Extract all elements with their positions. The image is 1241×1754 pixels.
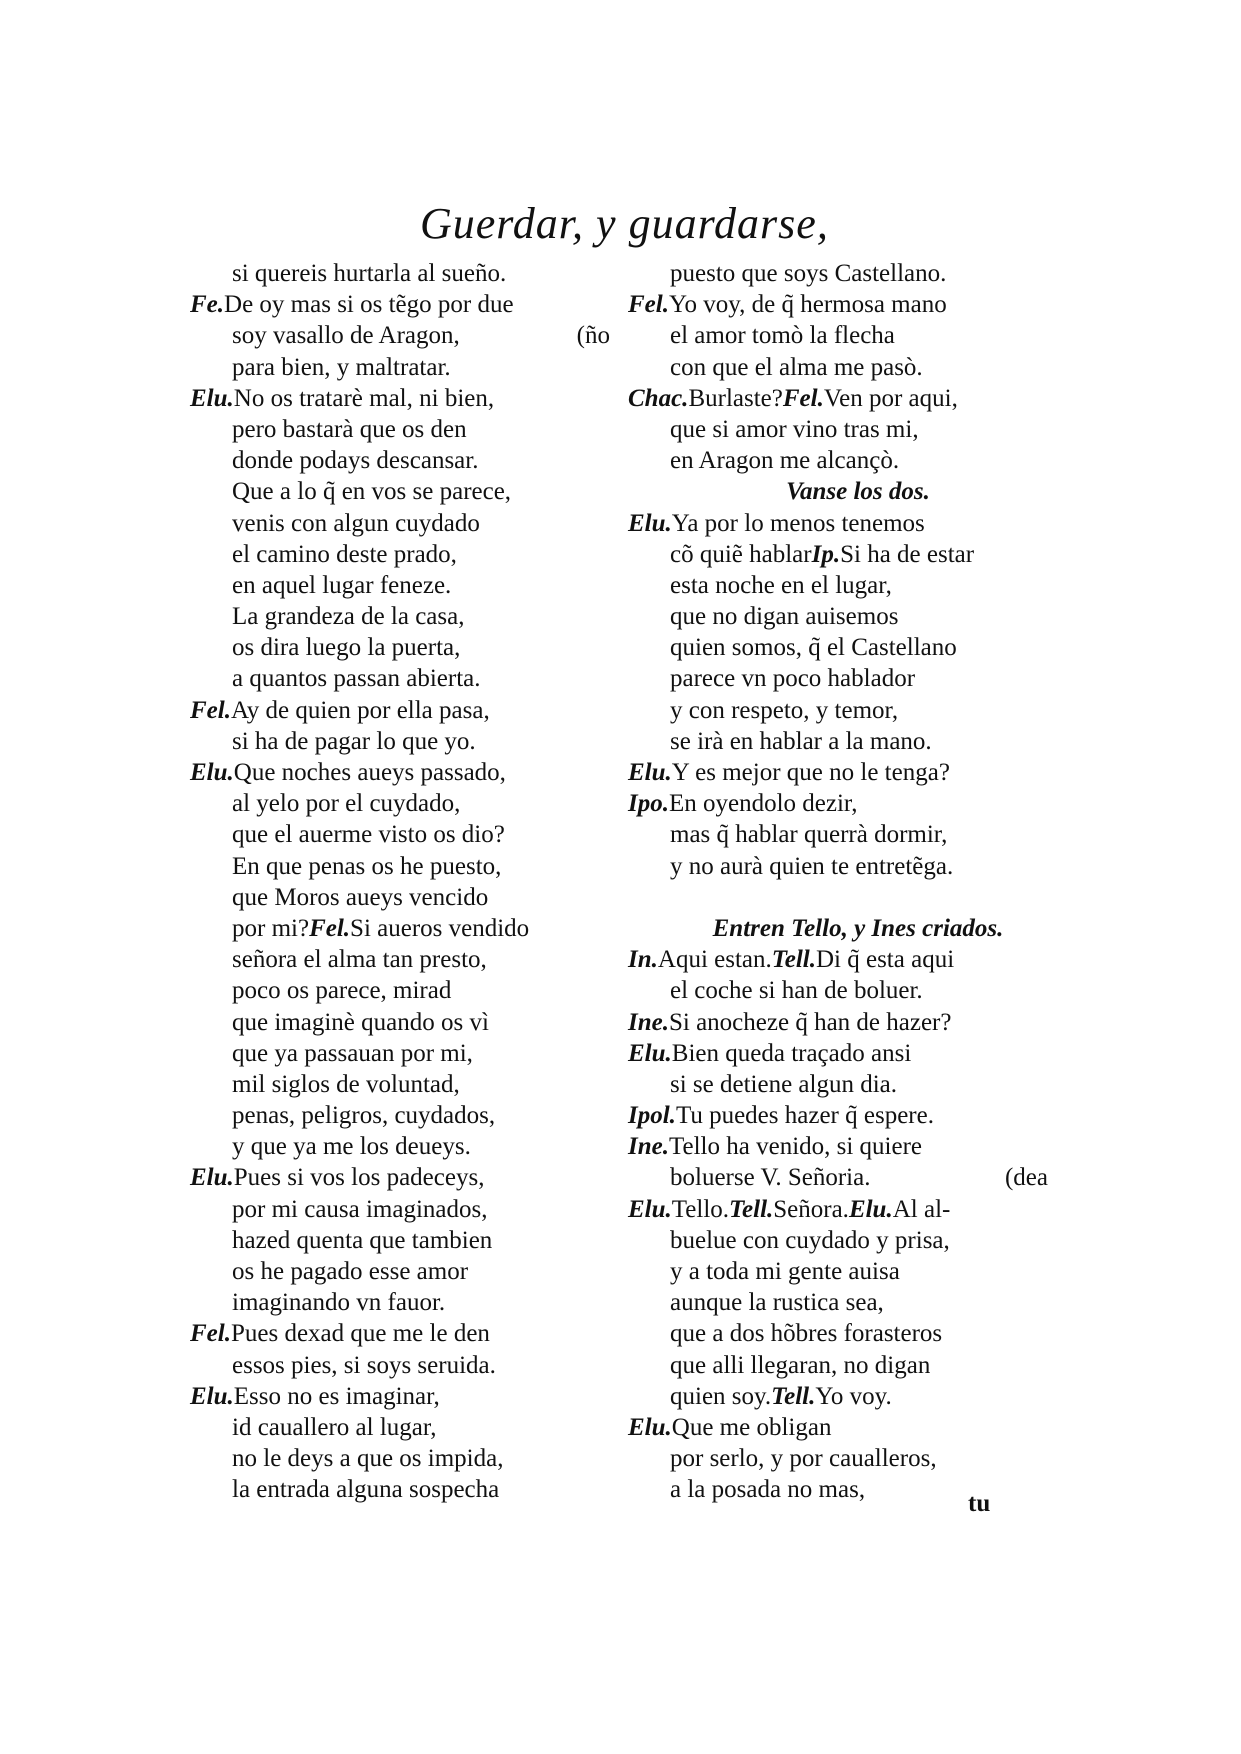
verse-text: la entrada alguna sospecha bbox=[232, 1476, 500, 1504]
verse-line bbox=[628, 851, 1048, 882]
verse-line bbox=[190, 632, 610, 663]
speaker-label: Fel. bbox=[782, 384, 824, 412]
verse-line bbox=[190, 944, 610, 975]
verse-text: el camino deste prado, bbox=[232, 540, 457, 568]
verse-text: no le deys a que os impida, bbox=[232, 1445, 504, 1473]
verse-text: en aquel lugar feneze. bbox=[232, 571, 452, 599]
verse-text: Ya por lo menos tenemos bbox=[671, 509, 925, 537]
verse-text: Yo voy. bbox=[815, 1382, 892, 1410]
verse-line bbox=[190, 258, 610, 289]
verse-text: Pues si vos los padeceys, bbox=[233, 1164, 485, 1192]
blank-line bbox=[628, 882, 1048, 913]
verse-text: esta noche en el lugar, bbox=[670, 571, 892, 599]
left-column bbox=[190, 258, 610, 1506]
verse-line bbox=[190, 788, 610, 819]
verse-text: Burlaste? bbox=[688, 384, 783, 412]
verse-line bbox=[628, 258, 1048, 289]
verse-text: Si anocheze q̃ han de hazer? bbox=[668, 1008, 952, 1036]
verse-line bbox=[190, 1069, 610, 1100]
speaker-label: In. bbox=[628, 946, 658, 974]
speaker-label: Elu. bbox=[628, 1413, 672, 1441]
verse-line bbox=[190, 508, 610, 539]
verse-line bbox=[628, 726, 1048, 757]
speaker-label: Ipol. bbox=[628, 1102, 676, 1130]
verse-text: venis con algun cuydado bbox=[232, 509, 480, 537]
verse-line bbox=[190, 1225, 610, 1256]
verse-line bbox=[628, 1069, 1048, 1100]
verse-line bbox=[628, 383, 1048, 414]
verse-line bbox=[628, 632, 1048, 663]
verse-line bbox=[190, 1038, 610, 1069]
verse-line bbox=[190, 1474, 610, 1505]
verse-text: Al al- bbox=[892, 1195, 951, 1223]
turnover-text: (ño bbox=[576, 322, 610, 350]
verse-text: que imaginè quando os vì bbox=[232, 1008, 489, 1036]
verse-text: a la posada no mas, bbox=[670, 1476, 866, 1504]
verse-text: por mi causa imaginados, bbox=[232, 1195, 488, 1223]
speaker-label: Fel. bbox=[628, 291, 669, 319]
verse-line bbox=[190, 1443, 610, 1474]
verse-line bbox=[628, 788, 1048, 819]
verse-line bbox=[190, 1162, 610, 1193]
stage-direction: Vanse los dos. bbox=[786, 478, 930, 506]
verse-text: donde podays descansar. bbox=[232, 447, 479, 475]
verse-line bbox=[190, 819, 610, 850]
verse-line bbox=[190, 1007, 610, 1038]
verse-text: Esso no es imaginar, bbox=[233, 1382, 440, 1410]
verse-text: Si ha de estar bbox=[840, 540, 975, 568]
verse-text: que a dos hõbres forasteros bbox=[670, 1320, 943, 1348]
verse-line bbox=[628, 1256, 1048, 1287]
verse-line bbox=[628, 1007, 1048, 1038]
verse-text: os dira luego la puerta, bbox=[232, 634, 461, 662]
verse-line bbox=[190, 601, 610, 632]
verse-text: quien soy. bbox=[670, 1382, 772, 1410]
verse-text: imaginando vn fauor. bbox=[232, 1289, 446, 1317]
verse-text: parece vn poco hablador bbox=[670, 665, 916, 693]
verse-line bbox=[628, 695, 1048, 726]
verse-text: el amor tomò la flecha bbox=[670, 322, 895, 350]
verse-line bbox=[190, 757, 610, 788]
verse-text: que no digan auisemos bbox=[670, 603, 899, 631]
speaker-label: Elu. bbox=[190, 759, 234, 786]
right-column bbox=[628, 258, 1048, 1506]
verse-line bbox=[190, 1194, 610, 1225]
verse-line bbox=[628, 289, 1048, 320]
speaker-label: Ine. bbox=[628, 1133, 669, 1161]
speaker-label: Elu. bbox=[628, 759, 672, 786]
verse-text: para bien, y maltratar. bbox=[232, 353, 451, 381]
speaker-label: Elu. bbox=[628, 509, 672, 537]
verse-line bbox=[190, 851, 610, 882]
verse-text: el coche si han de boluer. bbox=[670, 977, 923, 1005]
speaker-label: Fel. bbox=[190, 696, 231, 724]
verse-text: mil siglos de voluntad, bbox=[232, 1070, 460, 1098]
verse-text: essos pies, si soys seruida. bbox=[232, 1351, 496, 1379]
verse-text: señora el alma tan presto, bbox=[232, 946, 487, 974]
verse-line bbox=[190, 913, 610, 944]
verse-text: que ya passauan por mi, bbox=[232, 1039, 473, 1067]
speaker-label: Tell. bbox=[771, 946, 816, 974]
verse-line bbox=[628, 1350, 1048, 1381]
speaker-label: Ine. bbox=[628, 1008, 669, 1036]
verse-text: y con respeto, y temor, bbox=[670, 696, 899, 724]
verse-line bbox=[628, 1318, 1048, 1349]
verse-line bbox=[628, 1225, 1048, 1256]
verse-text: por mi? bbox=[232, 914, 310, 942]
verse-line bbox=[628, 1412, 1048, 1443]
stage-direction: Entren Tello, y Ines criados. bbox=[712, 914, 1004, 942]
verse-text: aunque la rustica sea, bbox=[670, 1289, 884, 1317]
verse-text: que el auerme visto os dio? bbox=[232, 821, 505, 849]
speaker-label: Elu. bbox=[190, 384, 234, 412]
verse-line bbox=[628, 1038, 1048, 1069]
verse-text: Que a lo q̃ en vos se parece, bbox=[232, 478, 512, 506]
verse-text: Bien queda traçado ansi bbox=[671, 1039, 912, 1067]
speaker-label: Fel. bbox=[190, 1320, 231, 1348]
verse-line bbox=[628, 414, 1048, 445]
verse-text: cõ quiẽ hablar bbox=[670, 540, 812, 568]
verse-line bbox=[628, 1443, 1048, 1474]
speaker-label: Chac. bbox=[628, 384, 689, 412]
speaker-label: Elu. bbox=[190, 1164, 234, 1192]
verse-text: poco os parece, mirad bbox=[232, 977, 452, 1005]
verse-line bbox=[628, 1194, 1048, 1225]
speaker-label: Ipo. bbox=[628, 790, 669, 818]
verse-text: No os tratarè mal, ni bien, bbox=[233, 384, 495, 412]
verse-line bbox=[190, 476, 610, 507]
verse-text: La grandeza de la casa, bbox=[232, 603, 465, 631]
verse-line bbox=[190, 570, 610, 601]
verse-text: En que penas os he puesto, bbox=[232, 852, 502, 880]
speaker-label: Fel. bbox=[309, 914, 351, 942]
verse-line bbox=[628, 663, 1048, 694]
verse-text: Que noches aueys passado, bbox=[233, 759, 506, 786]
verse-text: Aqui estan. bbox=[657, 946, 772, 974]
verse-text: Ay de quien por ella pasa, bbox=[230, 696, 490, 724]
verse-line bbox=[628, 320, 1048, 351]
verse-line bbox=[628, 1162, 1048, 1193]
verse-text: pero bastarà que os den bbox=[232, 415, 467, 443]
verse-text: Ven por aqui, bbox=[823, 384, 958, 412]
verse-text: si se detiene algun dia. bbox=[670, 1070, 898, 1098]
verse-line bbox=[190, 1381, 610, 1412]
speaker-label: Elu. bbox=[628, 1195, 672, 1223]
verse-text: y que ya me los deueys. bbox=[232, 1133, 471, 1161]
verse-line bbox=[190, 1412, 610, 1443]
verse-text: que si amor vino tras mi, bbox=[670, 415, 919, 443]
verse-line bbox=[190, 726, 610, 757]
verse-text: y no aurà quien te entretẽga. bbox=[670, 852, 954, 880]
verse-text: que Moros aueys vencido bbox=[232, 883, 489, 911]
verse-line bbox=[628, 352, 1048, 383]
verse-line bbox=[628, 1287, 1048, 1318]
verse-text: en Aragon me alcançò. bbox=[670, 447, 900, 475]
verse-text: os he pagado esse amor bbox=[232, 1258, 469, 1285]
turnover-text: (dea bbox=[1004, 1164, 1048, 1192]
speaker-label: Elu. bbox=[848, 1195, 893, 1223]
verse-text: soy vasallo de Aragon, bbox=[232, 322, 460, 350]
verse-line bbox=[190, 383, 610, 414]
verse-line bbox=[628, 944, 1048, 975]
verse-line bbox=[628, 570, 1048, 601]
speaker-label: Elu. bbox=[190, 1382, 234, 1410]
verse-line bbox=[628, 539, 1048, 570]
catchword: tu bbox=[968, 1490, 991, 1517]
speaker-label: Tell. bbox=[729, 1195, 774, 1223]
verse-line bbox=[190, 663, 610, 694]
verse-text: penas, peligros, cuydados, bbox=[232, 1102, 496, 1130]
verse-line bbox=[628, 1100, 1048, 1131]
verse-line bbox=[190, 539, 610, 570]
verse-text: con que el alma me pasò. bbox=[670, 353, 923, 381]
speaker-label: Tell. bbox=[771, 1382, 816, 1410]
verse-line bbox=[190, 1256, 610, 1287]
verse-line bbox=[628, 757, 1048, 788]
running-title: Guerdar, y guardarse, bbox=[420, 199, 829, 248]
verse-line bbox=[190, 352, 610, 383]
verse-line bbox=[190, 289, 610, 320]
verse-text: y a toda mi gente auisa bbox=[670, 1258, 900, 1285]
verse-text: si quereis hurtarla al sueño. bbox=[232, 260, 507, 287]
verse-text: hazed quenta que tambien bbox=[232, 1226, 493, 1254]
speaker-label: Fe. bbox=[190, 291, 225, 319]
verse-text: Tu puedes hazer q̃ espere. bbox=[675, 1102, 934, 1130]
verse-text: mas q̃ hablar querrà dormir, bbox=[670, 821, 948, 849]
verse-line bbox=[628, 1131, 1048, 1162]
verse-text: Tello ha venido, si quiere bbox=[668, 1133, 923, 1161]
verse-text: que alli llegaran, no digan bbox=[670, 1351, 931, 1379]
verse-text: De oy mas si os tẽgo por due bbox=[224, 291, 514, 319]
verse-line bbox=[190, 1100, 610, 1131]
verse-text: a quantos passan abierta. bbox=[232, 665, 481, 693]
verse-line bbox=[190, 414, 610, 445]
verse-line bbox=[628, 508, 1048, 539]
verse-line bbox=[190, 445, 610, 476]
verse-text: por serlo, y por caualleros, bbox=[670, 1445, 937, 1473]
verse-line bbox=[628, 445, 1048, 476]
verse-text: Si aueros vendido bbox=[350, 914, 530, 942]
verse-text: puesto que soys Castellano. bbox=[670, 260, 947, 287]
verse-text: id cauallero al lugar, bbox=[232, 1413, 437, 1441]
verse-text: se irà en hablar a la mano. bbox=[670, 727, 932, 755]
verse-text: Tello. bbox=[671, 1195, 730, 1223]
verse-line bbox=[190, 1131, 610, 1162]
verse-text: Di q̃ esta aqui bbox=[815, 946, 955, 974]
verse-text: Y es mejor que no le tenga? bbox=[671, 759, 950, 786]
verse-text: Pues dexad que me le den bbox=[230, 1320, 490, 1348]
verse-text: quien somos, q̃ el Castellano bbox=[670, 634, 957, 662]
verse-text: buelue con cuydado y prisa, bbox=[670, 1226, 950, 1254]
verse-line bbox=[190, 882, 610, 913]
verse-line bbox=[190, 695, 610, 726]
verse-text: Señora. bbox=[773, 1195, 849, 1223]
verse-line bbox=[628, 1381, 1048, 1412]
verse-text: boluerse V. Señoria. bbox=[670, 1164, 871, 1192]
verse-line bbox=[190, 1318, 610, 1349]
verse-text: si ha de pagar lo que yo. bbox=[232, 727, 476, 755]
verse-line bbox=[190, 320, 610, 351]
verse-line bbox=[190, 975, 610, 1006]
verse-text: al yelo por el cuydado, bbox=[232, 790, 461, 818]
verse-text: Que me obligan bbox=[671, 1413, 832, 1441]
speaker-label: Ip. bbox=[811, 540, 841, 568]
verse-line bbox=[190, 1350, 610, 1381]
verse-line bbox=[628, 975, 1048, 1006]
verse-line bbox=[628, 819, 1048, 850]
verse-line bbox=[628, 601, 1048, 632]
speaker-label: Elu. bbox=[628, 1039, 672, 1067]
verse-text: En oyendolo dezir, bbox=[668, 790, 858, 818]
verse-line bbox=[190, 1287, 610, 1318]
verse-text: Yo voy, de q̃ hermosa mano bbox=[668, 291, 947, 319]
